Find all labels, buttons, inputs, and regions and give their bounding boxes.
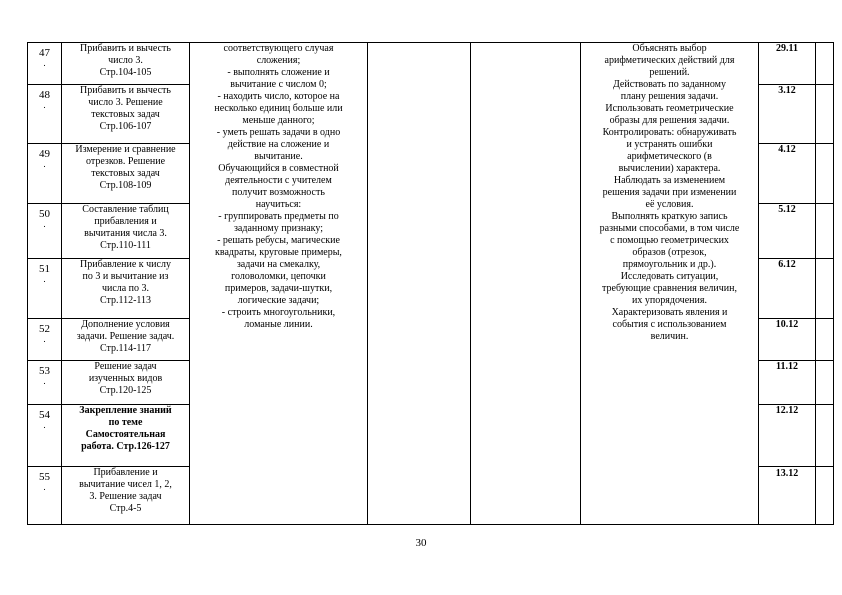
activity-line: Характеризовать явления и — [611, 307, 728, 318]
outcome-line: головоломки, цепочки — [231, 271, 326, 282]
outcome-line: ломаные линии. — [244, 319, 313, 330]
lesson-number-dot: . — [43, 482, 46, 492]
lesson-topic-line: по теме — [108, 417, 143, 428]
outcome-line: вычитание с числом 0; — [230, 79, 327, 90]
lesson-number-value: 47 — [39, 47, 50, 59]
lesson-topic — [62, 204, 190, 259]
lesson-number-dot: . — [43, 100, 46, 110]
activity-line: решения задачи при изменении — [602, 187, 737, 198]
outcome-line: квадраты, круговые примеры, — [215, 247, 342, 258]
outcome-line: несколько единиц больше или — [214, 103, 343, 114]
actual-date-cell — [816, 361, 834, 405]
outcome-line: - решать ребусы, магические — [217, 235, 340, 246]
lesson-number-dot: . — [43, 58, 46, 68]
activity-line: её условия. — [645, 199, 694, 210]
lesson-number-value: 53 — [39, 365, 50, 377]
empty-column-a — [368, 43, 471, 525]
activity-line: Выполнять краткую запись — [611, 211, 728, 222]
lesson-topic-line: изученных видов — [88, 373, 163, 384]
actual-date-cell — [816, 144, 834, 204]
lesson-date: 13.12 — [759, 467, 816, 525]
lesson-topic-line: Стр.104-105 — [99, 67, 152, 78]
actual-date-cell — [816, 85, 834, 144]
lesson-number — [28, 405, 62, 467]
student-activities-cell — [581, 43, 759, 525]
lesson-topic-line: вычитания числа 3. — [84, 228, 167, 239]
page-number: 30 — [415, 537, 427, 549]
activity-line: величин. — [650, 331, 689, 342]
activity-line: решений. — [649, 67, 690, 78]
lesson-topic-line: Дополнение условия — [81, 319, 170, 330]
lesson-number-value: 54 — [39, 409, 50, 421]
lesson-number-dot: . — [43, 376, 46, 386]
actual-date-cell — [816, 43, 834, 85]
outcome-line: - уметь решать задачи в одно — [216, 127, 341, 138]
lesson-number — [28, 144, 62, 204]
lesson-topic-line: работа. Стр.126-127 — [81, 441, 170, 452]
lesson-topic-line: Стр.120-125 — [99, 385, 152, 396]
outcome-line: меньше данного; — [242, 115, 315, 126]
lesson-topic — [62, 259, 190, 319]
lesson-number — [28, 361, 62, 405]
lesson-topic-line: текстовых задач — [91, 109, 160, 120]
outcome-line: - выполнять сложение и — [227, 67, 330, 78]
lesson-topic-line: отрезков. Решение — [85, 156, 166, 167]
lesson-date: 4.12 — [759, 144, 816, 204]
learning-outcomes-cell — [190, 43, 368, 525]
activity-line: с помощью геометрических — [610, 235, 729, 246]
lesson-date: 5.12 — [759, 204, 816, 259]
lesson-topic-line: по 3 и вычитание из — [82, 271, 169, 282]
lesson-number-value: 55 — [39, 471, 50, 483]
lesson-number-dot: . — [43, 219, 46, 229]
lesson-date: 11.12 — [759, 361, 816, 405]
activity-line: плану решения задачи. — [620, 91, 719, 102]
outcome-line: Обучающийся в совместной — [218, 163, 339, 174]
lesson-number-value: 52 — [39, 323, 50, 335]
lesson-topic-line: Составление таблиц — [82, 204, 169, 215]
lesson-number-value: 49 — [39, 148, 50, 160]
lesson-number-dot: . — [43, 420, 46, 430]
lesson-topic-line: числа по 3. — [101, 283, 150, 294]
lesson-topic-line: Стр.110-111 — [100, 240, 151, 251]
lesson-topic — [62, 144, 190, 204]
actual-date-cell — [816, 319, 834, 361]
lesson-topic — [62, 43, 190, 85]
lesson-number-value: 48 — [39, 89, 50, 101]
lesson-topic-line: Стр.106-107 — [99, 121, 152, 132]
lesson-date: 29.11 — [759, 43, 816, 85]
outcome-line: задачи на смекалку, — [236, 259, 321, 270]
activity-line: их упорядочения. — [632, 295, 707, 306]
lesson-topic-line: число 3. — [108, 55, 143, 66]
lesson-topic-line: Стр.108-109 — [99, 180, 152, 191]
actual-date-cell — [816, 259, 834, 319]
outcome-line: - находить число, которое на — [217, 91, 340, 102]
activity-line: Исследовать ситуации, — [620, 271, 719, 282]
lesson-number — [28, 467, 62, 525]
actual-date-cell — [816, 467, 834, 525]
lesson-topic — [62, 85, 190, 144]
lesson-topic-line: задачи. Решение задач. — [76, 331, 175, 342]
actual-date-cell — [816, 405, 834, 467]
lesson-date: 12.12 — [759, 405, 816, 467]
lesson-number — [28, 204, 62, 259]
lesson-topic-line: число 3. Решение — [88, 97, 163, 108]
lesson-number-dot: . — [43, 334, 46, 344]
lesson-number — [28, 43, 62, 85]
outcome-line: получит возможность — [232, 187, 325, 198]
activity-line: образы для решения задачи. — [609, 115, 730, 126]
lesson-topic — [62, 467, 190, 525]
lesson-number — [28, 259, 62, 319]
outcome-line: логические задачи; — [237, 295, 320, 306]
lesson-topic-line: Самостоятельная — [85, 429, 166, 440]
outcome-line: действие на сложение и — [227, 139, 330, 150]
lesson-topic — [62, 405, 190, 467]
lesson-number-dot: . — [43, 159, 46, 169]
lesson-topic-line: Закрепление знаний — [79, 405, 172, 416]
actual-date-cell — [816, 204, 834, 259]
lesson-topic-line: вычитание чисел 1, 2, — [79, 479, 172, 490]
lesson-topic — [62, 361, 190, 405]
lesson-topic-line: Измерение и сравнение — [75, 144, 176, 155]
lesson-number — [28, 319, 62, 361]
activity-line: Действовать по заданному — [612, 79, 726, 90]
outcome-line: соответствующего случая — [223, 43, 334, 54]
lesson-plan-table — [27, 42, 834, 525]
lesson-topic-line: прибавления и — [94, 216, 157, 227]
activity-line: требующие сравнения величин, — [602, 283, 737, 294]
outcome-line: - строить многоугольники, — [221, 307, 336, 318]
lesson-topic-line: Стр.4-5 — [109, 503, 142, 514]
lesson-date: 3.12 — [759, 85, 816, 144]
lesson-topic-line: Решение задач — [94, 361, 157, 372]
lesson-date: 6.12 — [759, 259, 816, 319]
activity-line: Объяснять выбор — [632, 43, 707, 54]
lesson-topic — [62, 319, 190, 361]
activity-line: Контролировать: обнаруживать — [602, 127, 737, 138]
lesson-date: 10.12 — [759, 319, 816, 361]
outcome-line: заданному признаку; — [233, 223, 324, 234]
lesson-number-value: 51 — [39, 263, 50, 275]
activity-line: и устранять ошибки — [626, 139, 713, 150]
activity-line: Наблюдать за изменением — [613, 175, 726, 186]
lesson-topic-line: Прибавить и вычесть — [80, 85, 171, 96]
lesson-number-value: 50 — [39, 208, 50, 220]
lesson-row — [28, 43, 834, 85]
lesson-topic-line: 3. Решение задач — [89, 491, 162, 502]
activity-line: вычислении) характера. — [618, 163, 721, 174]
lesson-topic-line: Стр.112-113 — [99, 295, 152, 306]
outcome-line: деятельности с учителем — [225, 175, 332, 186]
activity-line: прямоугольник и др.). — [622, 259, 717, 270]
lesson-topic-line: Прибавить и вычесть — [80, 43, 171, 54]
activity-line: Использовать геометрические — [605, 103, 734, 114]
activity-line: разными способами, в том числе — [599, 223, 740, 234]
outcome-line: - группировать предметы по — [218, 211, 339, 222]
activity-line: события с использованием — [612, 319, 727, 330]
lesson-topic-line: Прибавление к числу — [80, 259, 171, 270]
lesson-topic-line: Прибавление и — [93, 467, 158, 478]
lesson-number — [28, 85, 62, 144]
activity-line: арифметического (в — [627, 151, 712, 162]
activity-line: арифметических действий для — [604, 55, 735, 66]
outcome-line: научиться: — [255, 199, 302, 210]
outcome-line: вычитание. — [254, 151, 303, 162]
empty-column-b — [471, 43, 581, 525]
outcome-line: сложения; — [256, 55, 301, 66]
lesson-topic-line: текстовых задач — [91, 168, 160, 179]
outcome-line: примеров, задачи-шутки, — [224, 283, 333, 294]
lesson-topic-line: Стр.114-117 — [99, 343, 152, 354]
activity-line: образов (отрезок, — [632, 247, 707, 258]
lesson-number-dot: . — [43, 274, 46, 284]
